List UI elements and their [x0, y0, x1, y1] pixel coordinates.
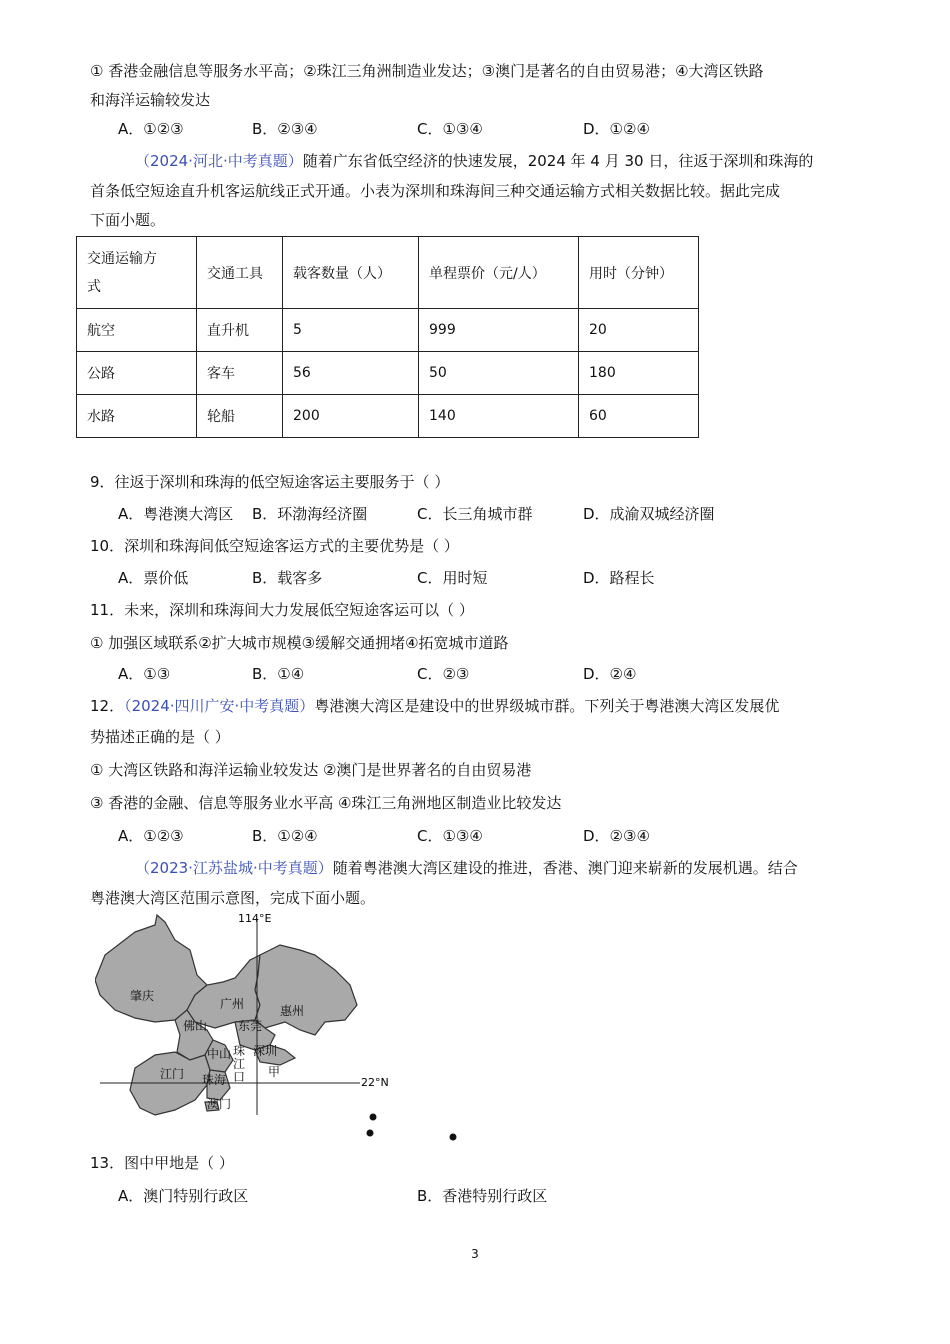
q12-stem-line1: 12．（2024·四川广安·中考真题）粤港澳大湾区是建设中的世界级城市群。下列关于粤港澳大湾区发展优 — [90, 697, 780, 715]
q9-option-a[interactable]: A．粤港澳大湾区 — [118, 505, 234, 523]
latitude-label: 22°N — [361, 1076, 389, 1089]
label-macau: 澳门 — [207, 1097, 232, 1111]
q9-option-c[interactable]: C．长三角城市群 — [417, 505, 533, 523]
table-row — [77, 395, 699, 438]
passage1-line3: 下面小题。 — [90, 211, 166, 229]
table-cell: 60 — [579, 395, 699, 438]
table-header-cell: 交通工具 — [197, 237, 283, 309]
q12-statement1: ① 大湾区铁路和海洋运输业较发达 ②澳门是世界著名的自由贸易港 — [90, 761, 532, 779]
intro-option-d[interactable]: D．①②④ — [583, 120, 650, 138]
q10-option-c[interactable]: C．用时短 — [417, 569, 488, 587]
q12-statement2: ③ 香港的金融、信息等服务业水平高 ④珠江三角洲地区制造业比较发达 — [90, 794, 562, 812]
label-guangzhou: 广州 — [220, 997, 245, 1011]
passage2-line2: 粤港澳大湾区范围示意图，完成下面小题。 — [90, 889, 376, 907]
greater-bay-area-map — [95, 910, 465, 1145]
table-cell: 客车 — [197, 352, 283, 395]
label-shenzhen: 深圳 — [253, 1044, 278, 1058]
table-header-cell: 交通运输方 式 — [77, 237, 197, 309]
q12-option-c[interactable]: C．①③④ — [417, 827, 483, 845]
table-row — [77, 352, 699, 395]
page-number: 3 — [471, 1247, 479, 1261]
label-jiangmen: 江门 — [160, 1067, 185, 1081]
q11-option-a[interactable]: A．①③ — [118, 665, 171, 683]
intro-statement-line1: ① 香港金融信息等服务水平高；②珠江三角洲制造业发达；③澳门是著名的自由贸易港；④大湾区铁路 — [90, 62, 764, 80]
table-row — [77, 309, 699, 352]
label-zhu: 珠 — [233, 1044, 246, 1058]
q12-option-d[interactable]: D．②③④ — [583, 827, 650, 845]
q13-stem: 13．图中甲地是（ ） — [90, 1154, 234, 1172]
label-foshan: 佛山 — [183, 1019, 208, 1033]
passage1-line2: 首条低空短途直升机客运航线正式开通。小表为深圳和珠海间三种交通运输方式相关数据比较。据此完成 — [90, 182, 781, 200]
label-huizhou: 惠州 — [280, 1004, 305, 1018]
q9-option-b[interactable]: B．环渤海经济圈 — [252, 505, 368, 523]
intro-option-a[interactable]: A．①②③ — [118, 120, 184, 138]
q12-option-b[interactable]: B．①②④ — [252, 827, 318, 845]
table-cell: 5 — [283, 309, 419, 352]
q10-option-d[interactable]: D．路程长 — [583, 569, 655, 587]
q12-option-a[interactable]: A．①②③ — [118, 827, 184, 845]
island-dot — [367, 1130, 374, 1137]
label-zhongshan: 中山 — [207, 1047, 232, 1061]
table-cell: 直升机 — [197, 309, 283, 352]
q11-statement: ① 加强区域联系②扩大城市规模③缓解交通拥堵④拓宽城市道路 — [90, 634, 509, 652]
q10-option-b[interactable]: B．载客多 — [252, 569, 323, 587]
table-cell: 200 — [283, 395, 419, 438]
passage2-source: （2023·江苏盐城·中考真题） — [135, 859, 333, 877]
table-cell: 公路 — [77, 352, 197, 395]
passage1-source: （2024·河北·中考真题） — [135, 152, 303, 170]
passage1-text: 随着广东省低空经济的快速发展，2024 年 4 月 30 日，往返于深圳和珠海的 — [302, 152, 814, 170]
island-dot — [450, 1134, 457, 1141]
q11-option-c[interactable]: C．②③ — [417, 665, 470, 683]
label-kou: 口 — [233, 1070, 246, 1084]
intro-option-c[interactable]: C．①③④ — [417, 120, 483, 138]
q13-option-b[interactable]: B．香港特别行政区 — [417, 1187, 548, 1205]
passage2-line1: （2023·江苏盐城·中考真题）随着粤港澳大湾区建设的推进，香港、澳门迎来崭新的发展机遇。结合 — [135, 859, 798, 877]
q12-source: （2024·四川广安·中考真题） — [124, 697, 315, 715]
table-header-row — [77, 237, 699, 309]
label-jia: 甲 — [268, 1065, 281, 1079]
table-cell: 180 — [579, 352, 699, 395]
label-zhaoqing: 肇庆 — [130, 989, 155, 1003]
table-header-cell: 单程票价（元/人） — [419, 237, 579, 309]
q11-stem: 11．未来，深圳和珠海间大力发展低空短途客运可以（ ） — [90, 601, 474, 619]
q11-option-b[interactable]: B．①④ — [252, 665, 305, 683]
q13-option-a[interactable]: A．澳门特别行政区 — [118, 1187, 249, 1205]
q10-option-a[interactable]: A．票价低 — [118, 569, 189, 587]
longitude-label: 114°E — [238, 912, 272, 925]
table-cell: 140 — [419, 395, 579, 438]
q9-stem: 9．往返于深圳和珠海的低空短途客运主要服务于（ ） — [90, 473, 450, 491]
table-header-cell: 载客数量（人） — [283, 237, 419, 309]
region-huizhou — [255, 945, 357, 1035]
table-header-cell: 用时（分钟） — [579, 237, 699, 309]
table-cell: 航空 — [77, 309, 197, 352]
transport-table — [76, 236, 699, 438]
table-cell: 水路 — [77, 395, 197, 438]
label-dongguan: 东莞 — [238, 1019, 263, 1033]
passage1-line1 — [135, 150, 813, 172]
label-zhuhai: 珠海 — [202, 1073, 227, 1087]
island-dot — [370, 1114, 377, 1121]
table-cell: 轮船 — [197, 395, 283, 438]
q12-stem-line2: 势描述正确的是（ ） — [90, 728, 230, 746]
intro-option-b[interactable]: B．②③④ — [252, 120, 318, 138]
table-cell: 50 — [419, 352, 579, 395]
q9-option-d[interactable]: D．成渝双城经济圈 — [583, 505, 715, 523]
table-cell: 56 — [283, 352, 419, 395]
intro-statement-line2: 和海洋运输较发达 — [90, 91, 211, 109]
table-cell: 999 — [419, 309, 579, 352]
q10-stem: 10．深圳和珠海间低空短途客运方式的主要优势是（ ） — [90, 537, 459, 555]
q11-option-d[interactable]: D．②④ — [583, 665, 637, 683]
label-jiang: 江 — [233, 1057, 246, 1071]
table-cell: 20 — [579, 309, 699, 352]
